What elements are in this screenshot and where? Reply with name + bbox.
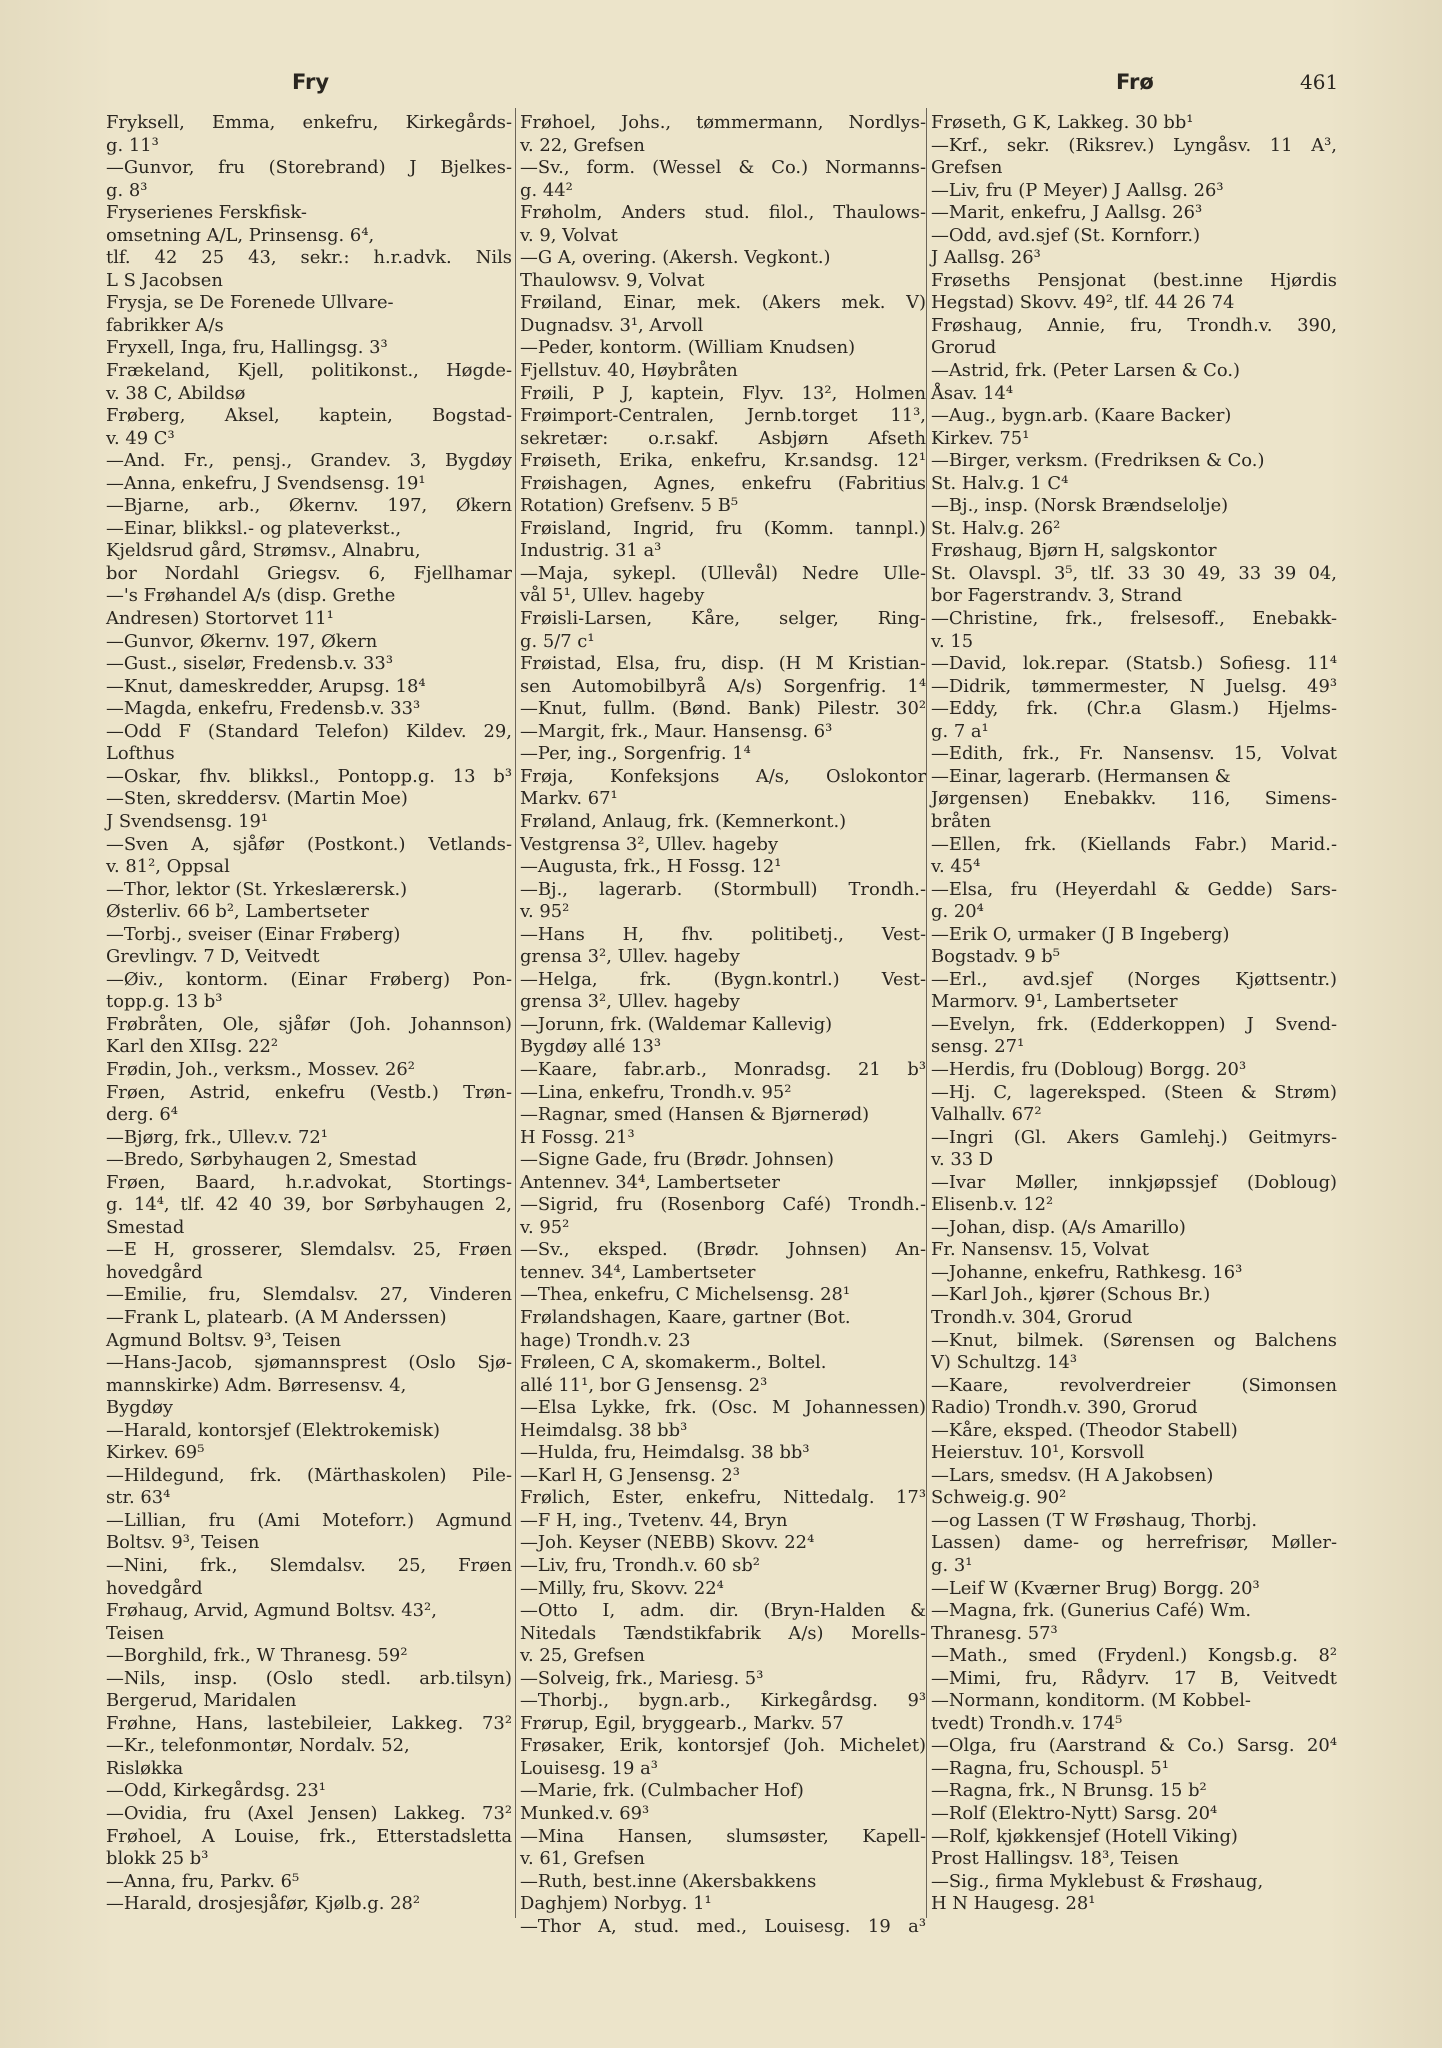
directory-line: —Knut, fullm. (Bønd. Bank) Pilestr. 30² [520,698,926,720]
directory-line: —Hildegund, frk. (Märthaskolen) Pile- [106,1464,512,1486]
directory-line: Fryserienes Ferskfisk- [106,202,307,224]
directory-line: —Normann, konditorm. (M Kobbel- [931,1690,1251,1712]
directory-line: vål 5¹, Ullev. hageby [520,585,705,607]
directory-line: —Nils, insp. (Oslo stedl. arb.tilsyn) [106,1667,512,1689]
directory-line: hage) Trondh.v. 23 [520,1329,691,1351]
directory-line: Frøiseth, Erika, enkefru, Kr.sandsg. 12¹ [520,450,926,472]
directory-line: Fjellstuv. 40, Høybråten [520,360,738,382]
directory-line: Risløkka [106,1757,184,1779]
directory-line: H Fossg. 21³ [520,1126,635,1148]
directory-line: v. 49 C³ [106,427,175,449]
directory-line: Kirkev. 75¹ [931,427,1030,449]
directory-line: —Peder, kontorm. (William Knudsen) [520,337,856,359]
directory-line: Frøhne, Hans, lastebileier, Lakkeg. 73² [106,1712,512,1734]
directory-line: v. 25, Grefsen [520,1645,645,1667]
directory-line: mannskirke) Adm. Børresensv. 4, [106,1374,407,1396]
directory-line: bråten [931,810,991,832]
directory-line: —Elsa Lykke, frk. (Osc. M Johannessen) [520,1397,926,1419]
directory-line: —Sig., firma Myklebust & Frøshaug, [931,1870,1264,1892]
directory-line: —Gunvor, Økernv. 197, Økern [106,630,378,652]
directory-line: —Kåre, eksped. (Theodor Stabell) [931,1419,1238,1441]
directory-line: Vestgrensa 3², Ullev. hageby [520,833,779,855]
column-divider [515,108,516,1918]
directory-line: —Knut, dameskredder, Arupsg. 18⁴ [106,675,426,697]
directory-line: —Magda, enkefru, Fredensb.v. 33³ [106,698,421,720]
directory-line: Bygdøy allé 13³ [520,1036,662,1058]
directory-line: Frøleen, C A, skomakerm., Boltel. [520,1352,827,1374]
directory-line: —Harald, drosjesjåfør, Kjølb.g. 28² [106,1893,421,1915]
directory-line: Heimdalsg. 38 bb³ [520,1419,688,1441]
directory-line: —Birger, verksm. (Fredriksen & Co.) [931,450,1265,472]
directory-line: —Lillian, fru (Ami Moteforr.) Agmund [106,1509,512,1531]
directory-line: Valhallv. 67² [931,1104,1042,1126]
directory-column-3 [931,112,1337,1916]
directory-line: —Odd, Kirkegårdsg. 23¹ [106,1780,326,1802]
directory-line: —Frank L, platearb. (A M Anderssen) [106,1306,447,1328]
directory-line: Frøhoel, Johs., tømmermann, Nordlys- [520,112,926,133]
directory-line: —And. Fr., pensj., Grandev. 3, Bygdøy [106,450,512,472]
directory-line: Frøhaug, Arvid, Agmund Boltsv. 43², [106,1600,437,1622]
directory-line: —Lina, enkefru, Trondh.v. 95² [520,1081,792,1103]
directory-line: Lassen) dame- og herrefrisør, Møller- [931,1532,1337,1554]
directory-line: v. 33 D [931,1149,994,1171]
directory-line: —Ivar Møller, innkjøpssjef (Dobloug) [931,1171,1337,1193]
directory-line: —Leif W (Kværner Brug) Borgg. 20³ [931,1577,1260,1599]
directory-line: sen Automobilbyrå A/s) Sorgenfrig. 1⁴ [520,675,926,697]
directory-line: —Bredo, Sørbyhaugen 2, Smestad [106,1149,417,1171]
directory-line: —Jorunn, frk. (Waldemar Kallevig) [520,1013,833,1035]
directory-line: Fryxell, Inga, fru, Hallingsg. 3³ [106,337,388,359]
directory-line: —Christine, frk., frelsesoff., Enebakk- [931,608,1337,630]
directory-line: Frøshaug, Bjørn H, salgskontor [931,540,1217,562]
directory-line: g. 5/7 c¹ [520,630,595,652]
directory-line: Schweig.g. 90² [931,1487,1067,1509]
directory-line: Rotation) Grefsenv. 5 B⁵ [520,495,739,517]
directory-line: —Otto I, adm. dir. (Bryn-Halden & [520,1600,926,1622]
directory-line: —Nini, frk., Slemdalsv. 25, Frøen [106,1555,512,1576]
directory-line: Frysja, se De Forenede Ullvare- [106,292,394,314]
directory-line: —Liv, fru, Trondh.v. 60 sb² [520,1555,760,1576]
directory-line: Heierstuv. 10¹, Korsvoll [931,1442,1145,1464]
directory-line: —Helga, frk. (Bygn.kontrl.) Vest- [520,968,926,990]
directory-line: —Math., smed (Frydenl.) Kongsb.g. 8² [931,1645,1337,1667]
directory-line: —Emilie, fru, Slemdalsv. 27, Vinderen [106,1284,512,1306]
directory-line: —Gust., siselør, Fredensb.v. 33³ [106,653,393,675]
directory-line: Frøisland, Ingrid, fru (Komm. tannpl.) [520,517,926,539]
directory-line: v. 22, Grefsen [520,134,645,156]
directory-line: —Herdis, fru (Dobloug) Borgg. 20³ [931,1058,1247,1080]
directory-line: Frøseth, G K, Lakkeg. 30 bb¹ [931,112,1194,133]
directory-line: —Aug., bygn.arb. (Kaare Backer) [931,405,1232,427]
directory-line: —Lars, smedsv. (H A Jakobsen) [931,1464,1214,1486]
directory-line: —Ellen, frk. (Kiellands Fabr.) Marid.- [931,833,1337,855]
directory-line: —Sven A, sjåfør (Postkont.) Vetlands- [106,833,512,855]
directory-line: Frøili, P J, kaptein, Flyv. 13², Holmen [520,382,926,404]
directory-line: derg. 6⁴ [106,1104,178,1126]
directory-line: Frøland, Anlaug, frk. (Kemnerkont.) [520,810,847,832]
directory-line: —Karl H, G Jensensg. 2³ [520,1464,740,1486]
directory-line: Frøja, Konfeksjons A/s, Oslokontor [520,765,926,787]
directory-line: —Knut, bilmek. (Sørensen og Balchens [931,1329,1337,1351]
column-divider [926,108,927,1918]
directory-line: —Astrid, frk. (Peter Larsen & Co.) [931,360,1240,382]
directory-line: —Eddy, frk. (Chr.a Glasm.) Hjelms- [931,698,1337,720]
directory-line: Agmund Boltsv. 9³, Teisen [106,1329,341,1351]
directory-line: g. 20⁴ [931,901,984,923]
directory-line: —Olga, fru (Aarstrand & Co.) Sarsg. 20⁴ [931,1735,1337,1757]
directory-line: —Ragna, frk., N Brunsg. 15 b² [931,1780,1207,1802]
directory-line: fabrikker A/s [106,314,224,336]
directory-line: Dugnadsv. 3¹, Arvoll [520,314,704,336]
directory-line: hovedgård [106,1577,203,1599]
directory-line: Frøiland, Einar, mek. (Akers mek. V) [520,292,926,314]
directory-line: —Marie, frk. (Culmbacher Hof) [520,1780,804,1802]
directory-line: —Rolf, kjøkkensjef (Hotell Viking) [931,1825,1238,1847]
directory-line: —Joh. Keyser (NEBB) Skovv. 22⁴ [520,1532,815,1554]
directory-line: —Erik O, urmaker (J B Ingeberg) [931,923,1230,945]
directory-line: Louisesg. 19 a³ [520,1757,658,1779]
directory-line: —Øiv., kontorm. (Einar Frøberg) Pon- [106,968,512,990]
directory-line: —Signe Gade, fru (Brødr. Johnsen) [520,1149,834,1171]
directory-line: —Magna, frk. (Gunerius Café) Wm. [931,1600,1252,1622]
directory-line: Karl den XIIsg. 22² [106,1036,279,1058]
directory-line: Jørgensen) Enebakkv. 116, Simens- [931,788,1337,810]
directory-line: —Edith, frk., Fr. Nansensv. 15, Volvat [931,743,1337,765]
directory-line: Åsav. 14⁴ [931,382,1014,404]
directory-line: Boltsv. 9³, Teisen [106,1532,260,1554]
directory-line: —Rolf (Elektro-Nytt) Sarsg. 20⁴ [931,1803,1218,1825]
directory-line: Antennev. 34⁴, Lambertseter [520,1171,780,1193]
directory-line: v. 95² [520,901,570,923]
directory-line: —Sv., form. (Wessel & Co.) Normanns- [520,157,926,179]
directory-line: —Marit, enkefru, J Aallsg. 26³ [931,202,1203,224]
directory-line: Radio) Trondh.v. 390, Grorud [931,1397,1198,1419]
directory-line: —Gunvor, fru (Storebrand) J Bjelkes- [106,157,512,179]
directory-line: —Didrik, tømmermester, N Juelsg. 49³ [931,675,1337,697]
directory-line: —Thor A, stud. med., Louisesg. 19 a³ [520,1915,926,1937]
directory-line: Nitedals Tændstikfabrik A/s) Morells- [520,1622,926,1644]
directory-line: —Odd F (Standard Telefon) Kildev. 29, [106,720,512,742]
directory-line: —Per, ing., Sorgenfrig. 1⁴ [520,743,751,765]
directory-line: —Kaare, fabr.arb., Monradsg. 21 b³ [520,1058,926,1080]
directory-line: L S Jacobsen [106,269,223,291]
directory-column-1 [106,112,512,1916]
directory-line: Fr. Nansensv. 15, Volvat [931,1239,1149,1261]
directory-line: Kjeldsrud gård, Strømsv., Alnabru, [106,540,421,562]
directory-line: —Bj., insp. (Norsk Brændselolje) [931,495,1229,517]
directory-line: —Kaare, revolverdreier (Simonsen [931,1374,1337,1396]
directory-line: —F H, ing., Tvetenv. 44, Bryn [520,1509,788,1531]
directory-line: Elisenb.v. 12² [931,1194,1054,1216]
directory-column-2 [520,112,926,1938]
directory-line: —Sv., eksped. (Brødr. Johnsen) An- [520,1239,926,1261]
directory-line: Industrig. 31 a³ [520,540,662,562]
directory-line: St. Halv.g. 26² [931,517,1061,539]
directory-line: —Mina Hansen, slumsøster, Kapell- [520,1825,926,1847]
page-number: 461 [1300,70,1339,94]
directory-line: Markv. 67¹ [520,788,618,810]
directory-line: —Hulda, fru, Heimdalsg. 38 bb³ [520,1442,810,1464]
directory-line: —Milly, fru, Skovv. 22⁴ [520,1577,724,1599]
directory-line: —Oskar, fhv. blikksl., Pontopp.g. 13 b³ [106,765,512,787]
directory-line: v. 9, Volvat [520,224,618,246]
directory-line: allé 11¹, bor G Jensensg. 2³ [520,1374,768,1396]
directory-line: sensg. 27¹ [931,1036,1025,1058]
directory-line: tvedt) Trondh.v. 174⁵ [931,1712,1123,1734]
directory-line: —Sigrid, fru (Rosenborg Café) Trondh.- [520,1194,926,1216]
header-right-guide-word: Frø [1116,70,1154,94]
directory-line: —Sten, skreddersv. (Martin Moe) [106,788,408,810]
directory-line: —Einar, blikksl.- og plateverkst., [106,517,402,539]
page-header [0,70,1442,106]
directory-line: Frækeland, Kjell, politikonst., Høgde- [106,360,512,382]
directory-line: St. Olavspl. 3⁵, tlf. 33 30 49, 33 39 04, [931,562,1337,584]
directory-line: —Bjørg, frk., Ullev.v. 72¹ [106,1126,328,1148]
directory-line: —Evelyn, frk. (Edderkoppen) J Svend- [931,1013,1337,1035]
directory-line: str. 63⁴ [106,1487,171,1509]
directory-line: —Ruth, best.inne (Akersbakkens [520,1870,817,1892]
directory-line: —E H, grosserer, Slemdalsv. 25, Frøen [106,1239,512,1261]
directory-line: Frøen, Baard, h.r.advokat, Stortings- [106,1171,512,1193]
directory-line: Trondh.v. 304, Grorud [931,1306,1133,1328]
directory-line: V) Schultzg. 14³ [931,1352,1078,1374]
directory-line: Smestad [106,1216,185,1238]
directory-line: Frøen, Astrid, enkefru (Vestb.) Trøn- [106,1081,512,1103]
directory-line: Østerliv. 66 b², Lambertseter [106,901,369,923]
directory-line: blokk 25 b³ [106,1848,209,1870]
directory-line: Frøishagen, Agnes, enkefru (Fabritius [520,472,926,494]
directory-line: —'s Frøhandel A/s (disp. Grethe [106,585,396,607]
directory-line: —Johan, disp. (A/s Amarillo) [931,1216,1186,1238]
directory-line: sekretær: o.r.sakf. Asbjørn Afseth [520,427,926,449]
directory-line: —og Lassen (T W Frøshaug, Thorbj. [931,1509,1258,1531]
directory-line: —Liv, fru (P Meyer) J Aallsg. 26³ [931,179,1224,201]
directory-line: g. 8³ [106,179,148,201]
directory-line: —Augusta, frk., H Fossg. 12¹ [520,856,782,878]
directory-line: —Bj., lagerarb. (Stormbull) Trondh.- [520,878,926,900]
directory-line: —Odd, avd.sjef (St. Kornforr.) [931,224,1201,246]
directory-line: —David, lok.repar. (Statsb.) Sofiesg. 11⁴ [931,653,1337,675]
directory-line: tennev. 34⁴, Lambertseter [520,1261,756,1283]
directory-line: Frølandshagen, Kaare, gartner (Bot. [520,1306,851,1328]
directory-line: —Hans H, fhv. politibetj., Vest- [520,923,926,945]
directory-line: —Torbj., sveiser (Einar Frøberg) [106,923,401,945]
directory-line: g. 7 a¹ [931,720,989,742]
directory-line: omsetning A/L, Prinsensg. 6⁴, [106,224,375,246]
directory-line: Frøseths Pensjonat (best.inne Hjørdis [931,269,1337,291]
directory-line: v. 15 [931,630,974,652]
directory-line: Bygdøy [106,1397,174,1419]
directory-line: v. 81², Oppsal [106,856,230,878]
directory-line: grensa 3², Ullev. hageby [520,991,740,1013]
directory-line: —Anna, enkefru, J Svendsensg. 19¹ [106,472,426,494]
directory-line: Bergerud, Maridalen [106,1690,297,1712]
directory-line: Grevlingv. 7 D, Veitvedt [106,946,320,968]
directory-line: Frøsaker, Erik, kontorsjef (Joh. Michelet) [520,1735,926,1757]
directory-line: Frøhoel, A Louise, frk., Etterstadsletta [106,1825,512,1847]
directory-line: bor Nordahl Griegsv. 6, Fjellhamar [106,562,512,584]
directory-line: —Einar, lagerarb. (Hermansen & [931,765,1231,787]
directory-line: Bogstadv. 9 b⁵ [931,946,1060,968]
directory-line: v. 95² [520,1216,570,1238]
directory-line: —Krf., sekr. (Riksrev.) Lyngåsv. 11 A³, [931,134,1337,156]
directory-line: tlf. 42 25 43, sekr.: h.r.advk. Nils [106,247,512,269]
directory-line: Lofthus [106,743,175,765]
directory-line: —Harald, kontorsjef (Elektrokemisk) [106,1419,441,1441]
directory-line: Kirkev. 69⁵ [106,1442,205,1464]
directory-line: —Thor, lektor (St. Yrkeslærersk.) [106,878,408,900]
directory-line: grensa 3², Ullev. hageby [520,946,740,968]
directory-line: Fryksell, Emma, enkefru, Kirkegårds- [106,112,512,133]
directory-line: —Elsa, fru (Heyerdahl & Gedde) Sars- [931,878,1337,900]
directory-line: —Anna, fru, Parkv. 6⁵ [106,1870,300,1892]
directory-line: J Aallsg. 26³ [931,247,1041,269]
directory-line: —Karl Joh., kjører (Schous Br.) [931,1284,1211,1306]
directory-line: Marmorv. 9¹, Lambertseter [931,991,1178,1013]
directory-line: —Thea, enkefru, C Michelsensg. 28¹ [520,1284,851,1306]
directory-line: v. 45⁴ [931,856,981,878]
directory-line: —Kr., telefonmontør, Nordalv. 52, [106,1735,410,1757]
directory-line: Frørup, Egil, bryggearb., Markv. 57 [520,1712,844,1734]
directory-line: H N Haugesg. 28¹ [931,1893,1096,1915]
directory-line: —Hj. C, lagereksped. (Steen & Strøm) [931,1081,1337,1103]
directory-line: —Ragnar, smed (Hansen & Bjørnerød) [520,1104,870,1126]
directory-line: —Solveig, frk., Mariesg. 5³ [520,1667,764,1689]
directory-line: Munked.v. 69³ [520,1803,650,1825]
directory-line: —Maja, sykepl. (Ullevål) Nedre Ulle- [520,562,926,584]
directory-line: St. Halv.g. 1 C⁴ [931,472,1069,494]
directory-line: —Bjarne, arb., Økernv. 197, Økern [106,495,512,517]
directory-line: v. 61, Grefsen [520,1848,645,1870]
directory-line: —Margit, frk., Maur. Hansensg. 6³ [520,720,833,742]
directory-line: Thaulowsv. 9, Volvat [520,269,705,291]
directory-line: g. 14⁴, tlf. 42 40 39, bor Sørbyhaugen 2, [106,1194,512,1216]
directory-line: —Mimi, fru, Rådyrv. 17 B, Veitvedt [931,1667,1337,1689]
directory-line: —Johanne, enkefru, Rathkesg. 16³ [931,1261,1243,1283]
directory-line: Frøisli-Larsen, Kåre, selger, Ring- [520,608,926,630]
directory-line: Frøistad, Elsa, fru, disp. (H M Kristian- [520,653,926,675]
directory-line: —Ingri (Gl. Akers Gamlehj.) Geitmyrs- [931,1126,1337,1148]
directory-line: J Svendsensg. 19¹ [106,810,269,832]
directory-line: Frøbråten, Ole, sjåfør (Joh. Johannson) [106,1013,512,1035]
directory-line: Frølich, Ester, enkefru, Nittedalg. 17³ [520,1487,926,1509]
directory-line: —Erl., avd.sjef (Norges Kjøttsentr.) [931,968,1337,990]
directory-line: Grefsen [931,157,1003,179]
directory-line: v. 38 C, Abildsø [106,382,246,404]
directory-line: hovedgård [106,1261,203,1283]
directory-line: Hegstad) Skovv. 49², tlf. 44 26 74 [931,292,1235,314]
directory-line: Frøshaug, Annie, fru, Trondh.v. 390, [931,314,1337,336]
directory-line: g. 3¹ [931,1555,973,1576]
directory-line: bor Fagerstrandv. 3, Strand [931,585,1183,607]
directory-line: —Thorbj., bygn.arb., Kirkegårdsg. 9³ [520,1690,926,1712]
directory-line: —G A, overing. (Akersh. Vegkont.) [520,247,831,269]
directory-line: —Hans-Jacob, sjømannsprest (Oslo Sjø- [106,1352,512,1374]
directory-line: Frødin, Joh., verksm., Mossev. 26² [106,1058,415,1080]
directory-line: Teisen [106,1622,165,1644]
directory-line: g. 11³ [106,134,159,156]
directory-line: —Ragna, fru, Schouspl. 5¹ [931,1757,1169,1779]
directory-line: —Borghild, frk., W Thranesg. 59² [106,1645,408,1667]
directory-line: g. 44² [520,179,573,201]
directory-line: Frøholm, Anders stud. filol., Thaulows- [520,202,926,224]
directory-line: Prost Hallingsv. 18³, Teisen [931,1848,1179,1870]
directory-line: Frøimport-Centralen, Jernb.torget 11³, [520,405,926,427]
directory-line: —Ovidia, fru (Axel Jensen) Lakkeg. 73² [106,1803,512,1825]
directory-line: topp.g. 13 b³ [106,991,223,1013]
header-left-guide-word: Fry [292,70,330,94]
directory-line: Grorud [931,337,997,359]
directory-line: Frøberg, Aksel, kaptein, Bogstad- [106,405,512,427]
directory-line: Andresen) Stortorvet 11¹ [106,608,334,630]
directory-line: Thranesg. 57³ [931,1622,1058,1644]
directory-line: Daghjem) Norbyg. 1¹ [520,1893,712,1915]
